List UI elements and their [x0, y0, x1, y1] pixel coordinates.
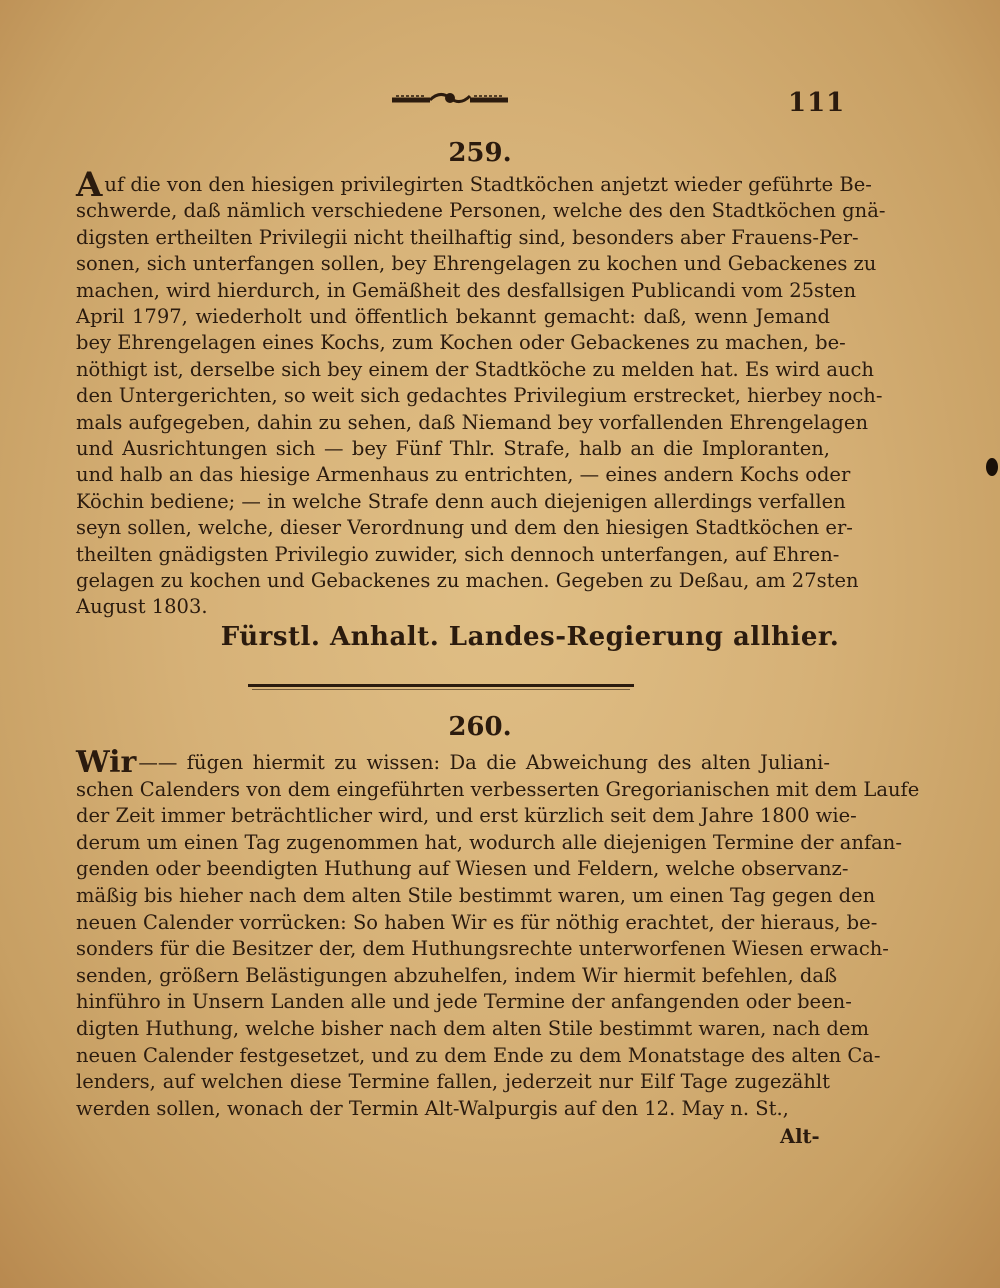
- text-line: [76, 331, 846, 355]
- line-text: neuen Calender festgesetzet, und zu dem Ende zu dem Monatstage des alten Ca-: [76, 1043, 881, 1067]
- text-line: [76, 1098, 830, 1120]
- text-line: [76, 410, 868, 434]
- text-line: [76, 777, 920, 801]
- text-line: [76, 937, 889, 961]
- section-number: 260.: [448, 712, 512, 742]
- line-text: mals aufgegeben, dahin zu sehen, daß Niemand bey vorfallenden Ehrengelagen: [76, 410, 868, 434]
- line-text: bey Ehrengelagen eines Kochs, zum Kochen oder Gebackenes zu machen, be-: [76, 331, 846, 355]
- text-line: [76, 910, 878, 934]
- text-line: [76, 830, 902, 854]
- text-line: [76, 165, 872, 205]
- line-text: Köchin bediene; — in welche Strafe denn auch diejenigen allerdings verfallen: [76, 489, 846, 513]
- text-line: [76, 1071, 830, 1093]
- line-text: schen Calenders von dem eingeführten verbesserten Gregorianischen mit dem Laufe: [76, 777, 920, 801]
- text-line: [76, 278, 856, 302]
- line-text: lenders, auf welchen diese Termine fallen, jederzeit nur Eilf Tage zugezählt: [76, 1070, 830, 1094]
- text-line: [76, 516, 853, 540]
- line-text: gelagen zu kochen und Gebackenes zu machen. Gegeben zu Deßau, am 27sten: [76, 569, 859, 592]
- text-line: [76, 489, 846, 513]
- line-text: senden, größern Belästigungen abzuhelfen, indem Wir hiermit befehlen, daß: [76, 963, 838, 987]
- line-text: nöthigt ist, derselbe sich bey einem der Stadtköche zu melden hat. Es wird auch: [76, 357, 874, 381]
- line-text: seyn sollen, welche, dieser Verordnung und dem den hiesigen Stadtköchen er-: [76, 516, 853, 540]
- line-text: uf die von den hiesigen privilegirten Stadtköchen anjetzt wieder geführte Be-: [104, 173, 872, 196]
- text-line: [76, 357, 874, 381]
- text-line: [76, 199, 886, 223]
- initial-letter: A: [76, 165, 103, 205]
- header-ornament: [390, 88, 510, 108]
- section-number: 259.: [448, 138, 512, 168]
- line-text: der Zeit immer beträchtlicher wird, und erst kürzlich seit dem Jahre 1800 wie-: [76, 804, 857, 828]
- text-line: [76, 252, 877, 276]
- text-line: [76, 596, 830, 618]
- line-text: werden sollen, wonach der Termin Alt-Walpurgis auf den 12. May n. St.,: [76, 1096, 789, 1120]
- catchword-line: [780, 1126, 840, 1148]
- text-line: [76, 963, 838, 987]
- line-text: April 1797, wiederholt und öffentlich bekannt gemacht: daß, wenn Jemand: [76, 305, 830, 328]
- line-text: genden oder beendigten Huthung auf Wiesen und Feldern, welche observanz-: [76, 857, 849, 881]
- line-text: —— fügen hiermit zu wissen: Da die Abweichung des alten Juliani-: [138, 751, 830, 774]
- line-text: mäßig bis hieher nach dem alten Stile bestimmt waren, um einen Tag gegen den: [76, 884, 876, 907]
- catchword: Alt-: [780, 1125, 820, 1148]
- ink-stain: [986, 458, 998, 476]
- line-text: den Untergerichten, so weit sich gedachtes Privilegium erstrecket, hierbey noch-: [76, 384, 883, 408]
- line-text: und Ausrichtungen sich — bey Fünf Thlr. Strafe, halb an die Imploranten,: [76, 437, 830, 460]
- line-text: machen, wird hierdurch, in Gemäßheit des desfallsigen Publicandi vom 25sten: [76, 278, 856, 302]
- text-line: [76, 884, 876, 907]
- line-text: digten Huthung, welche bisher nach dem alten Stile bestimmt waren, nach dem: [76, 1017, 869, 1040]
- text-line: [76, 990, 852, 1014]
- line-text: theilten gnädigsten Privilegio zuwider, sich dennoch unterfangen, auf Ehren-: [76, 542, 840, 566]
- text-line: [76, 1043, 881, 1067]
- line-text: schwerde, daß nämlich verschiedene Personen, welche des den Stadtköchen gnä-: [76, 199, 886, 223]
- section-divider-thin: [252, 689, 630, 690]
- line-text: hinführo in Unsern Landen alle und jede Termine der anfangenden oder been-: [76, 990, 852, 1014]
- line-text: August 1803.: [76, 595, 208, 619]
- initial-letter: Wir: [76, 745, 137, 780]
- line-text: derum um einen Tag zugenommen hat, wodurch alle diejenigen Termine der anfan-: [76, 830, 902, 854]
- text-line: [76, 463, 851, 487]
- signature: Fürstl. Anhalt. Landes-Regierung allhier.: [220, 622, 840, 652]
- text-line: [76, 1017, 869, 1040]
- section-divider: [248, 684, 634, 687]
- text-line: [76, 857, 849, 881]
- text-line: [76, 542, 840, 566]
- page-number: 111: [788, 88, 846, 118]
- text-line: [76, 438, 830, 460]
- line-text: digsten ertheilten Privilegii nicht theilhaftig sind, besonders aber Frauens-Per-: [76, 225, 859, 249]
- line-text: sonders für die Besitzer der, dem Huthungsrechte unterworfenen Wiesen erwach-: [76, 937, 889, 961]
- text-line: [76, 306, 830, 328]
- text-line: [76, 804, 857, 828]
- text-line: [76, 225, 859, 249]
- text-line: [76, 569, 859, 592]
- text-line: [76, 384, 883, 408]
- line-text: sonen, sich unterfangen sollen, bey Ehrengelagen zu kochen und Gebackenes zu: [76, 252, 877, 276]
- line-text: und halb an das hiesige Armenhaus zu entrichten, — eines andern Kochs oder: [76, 463, 851, 487]
- line-text: neuen Calender vorrücken: So haben Wir es für nöthig erachtet, der hieraus, be-: [76, 910, 878, 934]
- text-line: [76, 745, 830, 780]
